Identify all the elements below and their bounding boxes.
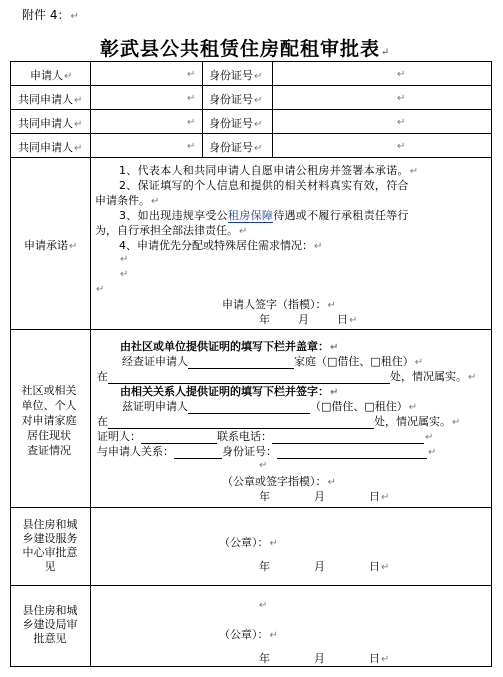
- id-label: 身份证号↵: [209, 141, 263, 154]
- section-1-line-1: 经查证申请人 家庭（□借住、□租住）↵: [122, 355, 424, 368]
- page-title: 彰武县公共租赁住房配租审批表↵: [100, 38, 391, 60]
- id-label: 身份证号↵: [209, 93, 263, 106]
- section-2-line-2: 在 处，情况属实。↵: [97, 415, 461, 428]
- center-approval-date[interactable]: 年 月 日↵: [259, 560, 390, 573]
- id-field[interactable]: ↵: [397, 69, 406, 80]
- id-number-blank[interactable]: [277, 446, 427, 459]
- seal-signature-label: （公章或签字指模）：↵: [222, 475, 336, 488]
- witness-line: 证明人： 联系电话： ↵: [97, 430, 434, 443]
- bureau-approval-date[interactable]: 年 月 日↵: [259, 652, 390, 665]
- section-1-line-2: 在 处，情况属实。↵: [97, 370, 477, 383]
- name-field[interactable]: ↵: [187, 117, 196, 128]
- section-1-title: 由社区或单位提供证明的填写下栏并盖章：↵: [120, 340, 339, 353]
- row-label: 申请人↵: [30, 69, 73, 82]
- verification-label: 社区或相关 单位、个人 对申请家庭 居住现状 查证情况: [21, 384, 77, 457]
- row-label: 共同申请人↵: [18, 141, 83, 154]
- highlighted-term: 租房保障: [228, 209, 274, 222]
- relation-line: 与申请人关系： 身份证号： ↵: [97, 445, 437, 458]
- id-field[interactable]: ↵: [397, 141, 406, 152]
- bureau-approval-label: 县住房和城 乡建设局审 批意见: [22, 604, 78, 645]
- name-field[interactable]: ↵: [187, 141, 196, 152]
- title-text: 彰武县公共租赁住房配租审批表: [100, 38, 381, 60]
- id-field[interactable]: ↵: [397, 93, 406, 104]
- relation-blank[interactable]: [174, 446, 222, 459]
- verification-date[interactable]: 年 月 日↵: [259, 490, 390, 503]
- section-2-title: 由相关关系人提供证明的填写下栏并签字：↵: [120, 385, 339, 398]
- special-needs-field[interactable]: ↵: [120, 254, 129, 265]
- commitment-line-3: 3、如出现违规享受公租房保障待遇或不履行承租责任等行: [119, 209, 409, 222]
- applicant-signature-label: 申请人签字（指模）：↵: [222, 298, 336, 311]
- signature-date[interactable]: 年 月 日↵: [259, 313, 358, 326]
- commitment-label: 申请承诺↵: [24, 239, 78, 252]
- bureau-seal-label: （公章）：↵: [219, 628, 278, 641]
- commitment-line-2b: 申请条件。↵: [95, 194, 160, 207]
- commitment-line-1: 1、代表本人和共同申请人自愿申请公租房并签署本承诺。↵: [119, 164, 419, 177]
- id-field[interactable]: ↵: [397, 117, 406, 128]
- id-label: 身份证号↵: [209, 117, 263, 130]
- commitment-line-2: 2、保证填写的个人信息和提供的相关材料真实有效，符合: [119, 179, 409, 192]
- id-label: 身份证号↵: [209, 69, 263, 82]
- commitment-line-4: 4、申请优先分配或特殊居住需求情况：↵: [119, 239, 323, 252]
- row-label: 共同申请人↵: [18, 117, 83, 130]
- name-field[interactable]: ↵: [187, 69, 196, 80]
- commitment-line-3b: 为，自行承担全部法律责任。↵: [95, 224, 248, 237]
- name-field[interactable]: ↵: [187, 93, 196, 104]
- center-seal-label: （公章）：↵: [219, 536, 278, 549]
- attachment-label: 附件 4：↵: [22, 8, 79, 22]
- row-label: 共同申请人↵: [18, 93, 83, 106]
- center-approval-label: 县住房和城 乡建设服务 中心审批意 见: [22, 518, 78, 573]
- section-2-line-1: 兹证明申请人 （□借住、□租住）↵: [122, 400, 418, 413]
- attachment-text: 附件 4：: [22, 8, 70, 22]
